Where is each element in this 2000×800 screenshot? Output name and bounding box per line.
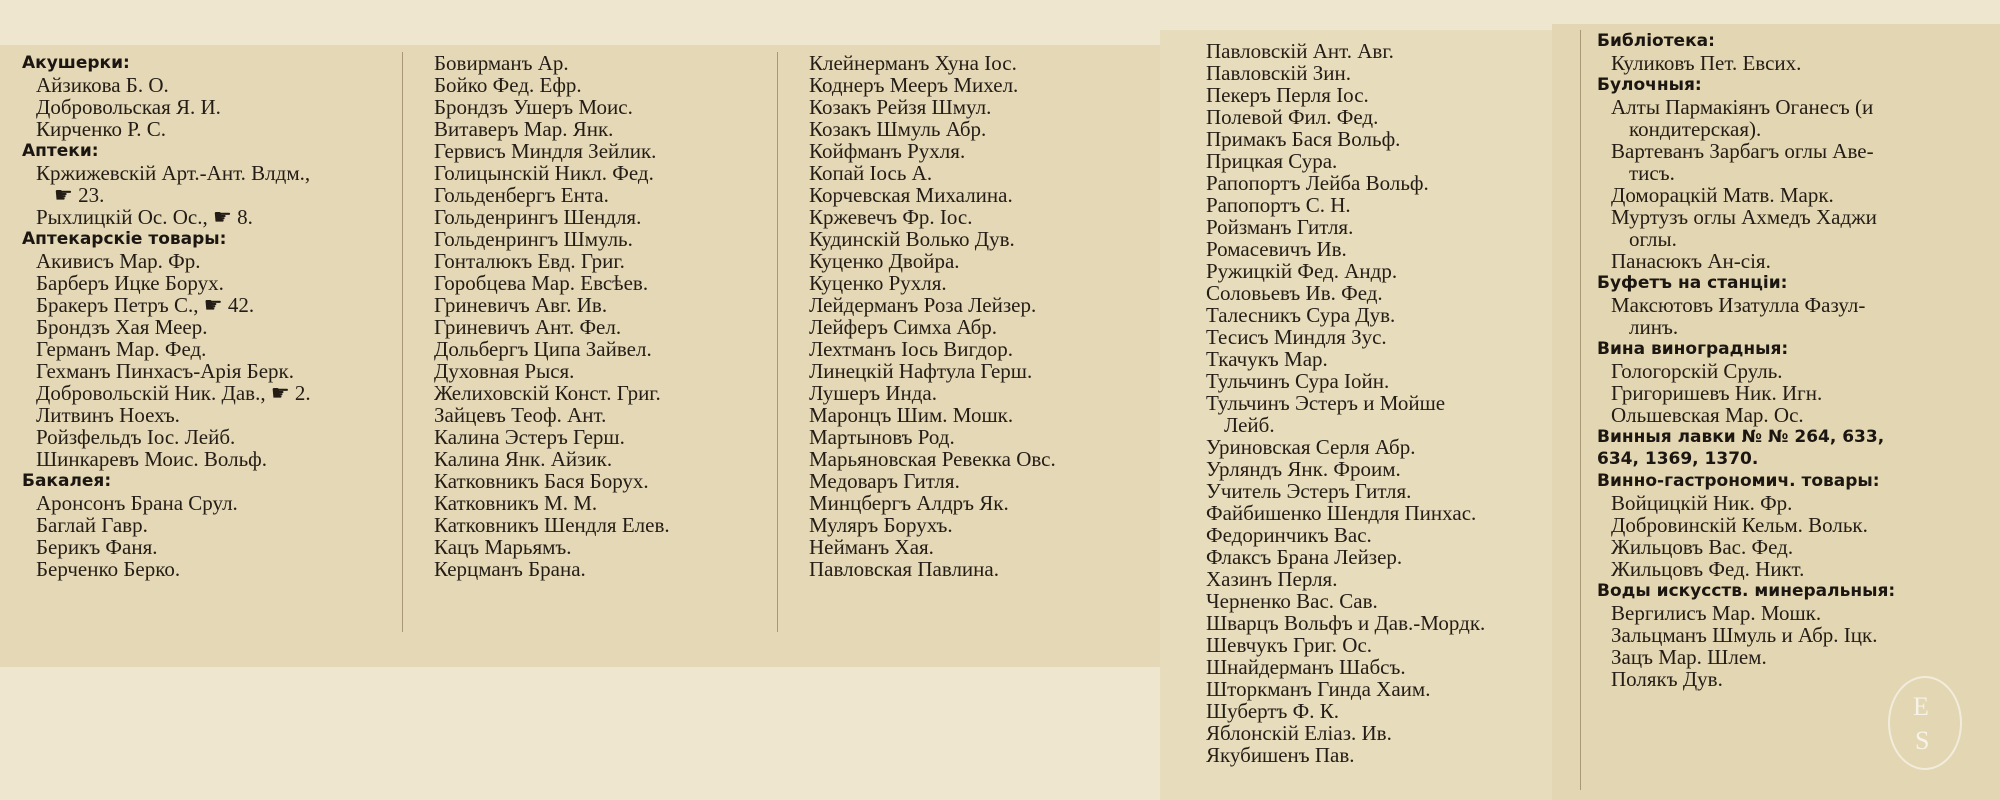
directory-entry: Катковникъ Бася Борух. [434, 469, 649, 493]
column-divider [777, 52, 778, 632]
directory-entry: Лейб. [1224, 413, 1275, 437]
directory-entry: Муляръ Борухъ. [809, 513, 953, 537]
directory-entry: Берченко Берко. [36, 557, 181, 581]
directory-entry: Примакъ Бася Вольф. [1206, 127, 1401, 151]
directory-entry: Кирченко Р. С. [36, 117, 167, 141]
directory-entry: Гольденбергъ Ента. [434, 183, 609, 207]
directory-entry: Гриневичъ Авг. Ив. [434, 293, 608, 317]
stamp-letter-bottom: S [1915, 726, 1930, 755]
section-heading: Буфетъ на станцiи: [1597, 273, 1788, 293]
directory-entry: Лейдерманъ Роза Лейзер. [809, 293, 1037, 317]
directory-entry: Маронцъ Шим. Мошк. [809, 403, 1014, 427]
directory-entry: Тульчинъ Сура Іойн. [1206, 369, 1390, 393]
directory-entry: Григоришевъ Ник. Игн. [1611, 381, 1823, 405]
directory-entry: Гонталюкъ Евд. Григ. [434, 249, 625, 273]
directory-entry: Бойко Фед. Ефр. [434, 73, 582, 97]
directory-entry: Добровольскiй Ник. Дав., ☛ 2. [36, 381, 311, 405]
directory-entry: линъ. [1629, 315, 1679, 339]
directory-entry: Гольденрингъ Шендля. [434, 205, 642, 229]
directory-entry: Флаксъ Брана Лейзер. [1206, 545, 1403, 569]
directory-entry: тисъ. [1629, 161, 1675, 185]
directory-entry: Рапопортъ Лейба Вольф. [1206, 171, 1429, 195]
directory-entry: Кудинскiй Волько Дув. [809, 227, 1015, 251]
directory-entry: Гольденрингъ Шмуль. [434, 227, 633, 251]
directory-entry: Шевчукъ Григ. Ос. [1206, 633, 1373, 657]
section-heading: Винныя лавки № № 264, 633, [1597, 427, 1885, 447]
directory-entry: Якубишенъ Пав. [1206, 743, 1355, 767]
directory-entry: Бракеръ Петръ С., ☛ 42. [36, 293, 255, 317]
section-heading: Аптеки: [22, 141, 99, 161]
directory-entry: Доморацкiй Матв. Марк. [1611, 183, 1834, 207]
directory-entry: Марьяновская Ревекка Овс. [809, 447, 1056, 471]
directory-entry: Рапопортъ С. Н. [1206, 193, 1351, 217]
directory-entry: Павловская Павлина. [809, 557, 999, 581]
directory-entry: Тесисъ Миндля Зус. [1206, 325, 1387, 349]
directory-entry: Лейферъ Симха Абр. [809, 315, 998, 339]
directory-entry: Кржевечъ Фр. Іос. [809, 205, 973, 229]
directory-entry: Рыхлицкiй Ос. Ос., ☛ 8. [36, 205, 253, 229]
directory-entry: Кацъ Марьямъ. [434, 535, 572, 559]
section-heading: Воды искусств. минеральныя: [1597, 581, 1896, 601]
section-heading: Булочныя: [1597, 75, 1702, 95]
directory-entry: Алты Пармакiянъ Оганесъ (и [1611, 95, 1874, 119]
directory-entry: оглы. [1629, 227, 1677, 251]
directory-entry: Урляндъ Янк. Фроим. [1206, 457, 1401, 481]
directory-entry: Катковникъ М. М. [434, 491, 598, 515]
directory-entry: Лушеръ Инда. [809, 381, 937, 405]
directory-column-1 [22, 52, 397, 580]
directory-entry: Гологорскiй Сруль. [1611, 359, 1783, 383]
directory-entry: Коднеръ Мееръ Михел. [809, 73, 1019, 97]
directory-entry: Зальцманъ Шмуль и Абр. Іцк. [1611, 623, 1878, 647]
directory-entry: Файбишенко Шендля Пинхас. [1206, 501, 1477, 525]
section-heading: Библiотека: [1597, 31, 1715, 51]
directory-entry: Баглай Гавр. [36, 513, 148, 537]
directory-entry: Гехманъ Пинхасъ-Арiя Берк. [36, 359, 294, 383]
directory-entry: Ройзманъ Гитля. [1206, 215, 1354, 239]
directory-entry: Павловскiй Ант. Авг. [1206, 39, 1394, 63]
directory-entry: Талесникъ Сура Дув. [1206, 303, 1396, 327]
directory-entry: Катковникъ Шендля Елев. [434, 513, 670, 537]
section-heading: Винно-гастрономич. товары: [1597, 471, 1880, 491]
directory-column-2 [420, 52, 775, 580]
directory-entry: Шварцъ Вольфъ и Дав.-Мордк. [1206, 611, 1486, 635]
directory-entry: Ромасевичъ Ив. [1206, 237, 1347, 261]
directory-entry: Прицкая Сура. [1206, 149, 1338, 173]
column-divider [402, 52, 403, 632]
directory-entry: Максютовъ Изатулла Фазул- [1611, 293, 1866, 317]
directory-entry: Куликовъ Пет. Евсих. [1611, 51, 1802, 75]
directory-entry: Витаверъ Мар. Янк. [434, 117, 614, 141]
directory-entry: Полякъ Дув. [1611, 667, 1723, 691]
directory-column-5 [1597, 30, 1992, 690]
directory-entry: Жильцовъ Вас. Фед. [1611, 535, 1794, 559]
directory-entry: Тульчинъ Эстеръ и Мойше [1206, 391, 1446, 415]
directory-entry: Ткачукъ Мар. [1206, 347, 1328, 371]
section-heading: 634, 1369, 1370. [1597, 449, 1759, 469]
directory-entry: Линецкiй Нафтула Герш. [809, 359, 1033, 383]
section-heading: Аптекарскiе товары: [22, 229, 227, 249]
directory-entry: Духовная Рыся. [434, 359, 575, 383]
section-heading: Бакалея: [22, 471, 112, 491]
directory-entry: Клейнерманъ Хуна Іос. [809, 51, 1017, 75]
directory-entry: Минцбергъ Алдръ Як. [809, 491, 1009, 515]
directory-entry: Павловскiй Зин. [1206, 61, 1351, 85]
directory-entry: Хазинъ Перля. [1206, 567, 1338, 591]
directory-entry: Вергилисъ Мар. Мошк. [1611, 601, 1822, 625]
directory-entry: Корчевская Михалина. [809, 183, 1013, 207]
directory-entry: Вартеванъ Зарбагъ оглы Аве- [1611, 139, 1874, 163]
directory-entry: Керцманъ Брана. [434, 557, 586, 581]
directory-entry: Панасюкъ Ан-сiя. [1611, 249, 1771, 273]
directory-entry: Козакъ Шмуль Абр. [809, 117, 987, 141]
directory-entry: Козакъ Рейзя Шмул. [809, 95, 992, 119]
directory-entry: Берикъ Фаня. [36, 535, 158, 559]
directory-entry: Нейманъ Хая. [809, 535, 934, 559]
directory-entry: Соловьевъ Ив. Фед. [1206, 281, 1383, 305]
stamp-letter-top: E [1913, 692, 1929, 721]
directory-entry: Дольбергъ Ципа Зайвел. [434, 337, 652, 361]
directory-entry: Лехтманъ Іось Вигдор. [809, 337, 1014, 361]
directory-entry: Койфманъ Рухля. [809, 139, 966, 163]
directory-entry: Литвинъ Ноехъ. [36, 403, 180, 427]
section-heading: Вина виноградныя: [1597, 339, 1789, 359]
directory-entry: Уриновская Серля Абр. [1206, 435, 1416, 459]
directory-entry: Айзикова Б. О. [36, 73, 169, 97]
directory-entry: Добровинскiй Кельм. Вольк. [1611, 513, 1868, 537]
directory-entry: Муртузъ оглы Ахмедъ Хаджи [1611, 205, 1877, 229]
directory-column-4 [1192, 40, 1552, 766]
directory-entry: Копай Іось А. [809, 161, 933, 185]
directory-entry: Полевой Фил. Фед. [1206, 105, 1379, 129]
directory-entry: Гервисъ Миндля Зейлик. [434, 139, 657, 163]
directory-entry: Ольшевская Мар. Ос. [1611, 403, 1804, 427]
directory-entry: Яблонскiй Елiаз. Ив. [1206, 721, 1392, 745]
directory-entry: Калина Янк. Айзик. [434, 447, 613, 471]
directory-entry: Бовирманъ Ар. [434, 51, 569, 75]
directory-entry: Германъ Мар. Фед. [36, 337, 207, 361]
directory-entry: Федоринчикъ Вас. [1206, 523, 1372, 547]
directory-entry: Учитель Эстеръ Гитля. [1206, 479, 1412, 503]
directory-entry: Барберъ Ицке Борух. [36, 271, 224, 295]
column-divider [1580, 30, 1581, 790]
directory-entry: Шинкаревъ Моис. Вольф. [36, 447, 268, 471]
directory-entry: Куценко Рухля. [809, 271, 947, 295]
directory-entry: Кржижевскiй Арт.-Ант. Влдм., [36, 161, 311, 185]
directory-entry: Черненко Вас. Сав. [1206, 589, 1378, 613]
directory-entry: Акивисъ Мар. Фр. [36, 249, 201, 273]
directory-entry: Шторкманъ Гинда Хаим. [1206, 677, 1431, 701]
directory-entry: Ружицкiй Фед. Андр. [1206, 259, 1398, 283]
directory-entry: Жильцовъ Фед. Никт. [1611, 557, 1805, 581]
directory-entry: Гриневичъ Ант. Фел. [434, 315, 622, 339]
directory-entry: Брондзъ Хая Меер. [36, 315, 208, 339]
directory-entry: Мартыновъ Род. [809, 425, 955, 449]
directory-entry: Шубертъ Ф. К. [1206, 699, 1339, 723]
section-heading: Акушерки: [22, 53, 130, 73]
directory-entry: Куценко Двойра. [809, 249, 960, 273]
directory-entry: ☛ 23. [54, 183, 105, 207]
directory-entry: Зайцевъ Теоф. Ант. [434, 403, 607, 427]
directory-entry: Войцицкiй Ник. Фр. [1611, 491, 1793, 515]
directory-entry: Зацъ Мар. Шлем. [1611, 645, 1767, 669]
directory-entry: Пекеръ Перля Іос. [1206, 83, 1369, 107]
directory-entry: Шнайдерманъ Шабсъ. [1206, 655, 1406, 679]
directory-entry: Брондзъ Ушеръ Моис. [434, 95, 633, 119]
library-stamp [1888, 676, 1962, 770]
directory-column-3 [795, 52, 1155, 580]
directory-entry: Желиховскiй Конст. Григ. [434, 381, 661, 405]
directory-entry: Аронсонъ Брана Срул. [36, 491, 238, 515]
directory-entry: Добровольская Я. И. [36, 95, 221, 119]
directory-entry: Голицынскiй Никл. Фед. [434, 161, 654, 185]
directory-entry: Ройзфельдъ Іос. Лейб. [36, 425, 236, 449]
directory-entry: Калина Эстеръ Герш. [434, 425, 625, 449]
directory-entry: кондитерская). [1629, 117, 1762, 141]
directory-entry: Горобцева Мар. Евсѣев. [434, 271, 649, 295]
directory-entry: Медоваръ Гитля. [809, 469, 960, 493]
